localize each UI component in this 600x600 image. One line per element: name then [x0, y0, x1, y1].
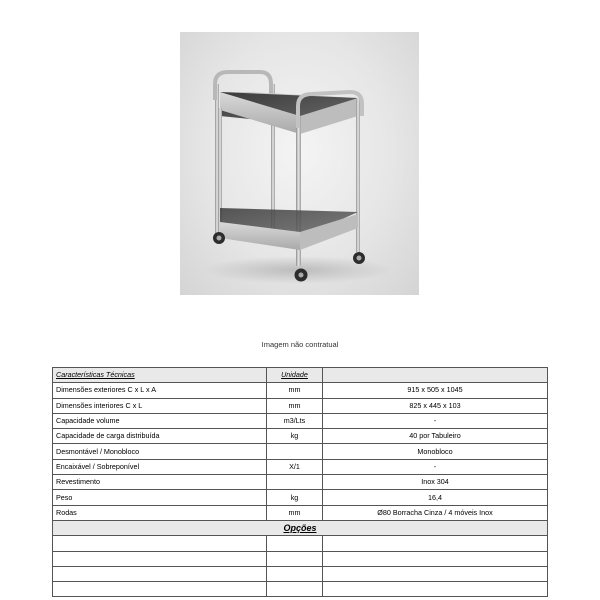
image-caption: Imagem não contratual — [261, 340, 339, 349]
options-blank-row — [53, 566, 548, 581]
row-value: 40 por Tabuleiro — [323, 429, 548, 444]
row-value: Monobloco — [323, 444, 548, 459]
value-header — [323, 368, 548, 383]
blank-cell — [323, 582, 548, 597]
blank-cell — [53, 566, 267, 581]
row-label: Dimensões interiores C x L — [53, 398, 267, 413]
row-label: Desmontável / Monobloco — [53, 444, 267, 459]
table-row — [53, 383, 548, 398]
row-unit — [267, 444, 323, 459]
trolley-illustration — [180, 32, 419, 295]
table-row — [53, 505, 548, 520]
row-label: Peso — [53, 490, 267, 505]
blank-cell — [53, 551, 267, 566]
row-value: - — [323, 459, 548, 474]
options-title: Opções — [53, 520, 548, 535]
row-label: Capacidade de carga distribuída — [53, 429, 267, 444]
row-unit: kg — [267, 490, 323, 505]
table-header-row — [53, 368, 548, 383]
table-row — [53, 413, 548, 428]
blank-cell — [323, 536, 548, 551]
blank-cell — [323, 551, 548, 566]
row-unit: X/1 — [267, 459, 323, 474]
row-value: - — [323, 413, 548, 428]
row-unit: kg — [267, 429, 323, 444]
product-photo — [180, 32, 419, 295]
blank-cell — [323, 566, 548, 581]
row-value: 16,4 — [323, 490, 548, 505]
options-blank-row — [53, 536, 548, 551]
options-section-row — [53, 520, 548, 535]
row-label: Rodas — [53, 505, 267, 520]
options-blank-row — [53, 551, 548, 566]
row-value: 825 x 445 x 103 — [323, 398, 548, 413]
table-row — [53, 475, 548, 490]
table-row — [53, 444, 548, 459]
row-value: Inox 304 — [323, 475, 548, 490]
row-label: Dimensões exteriores C x L x A — [53, 383, 267, 398]
row-value: 915 x 505 x 1045 — [323, 383, 548, 398]
table-row — [53, 429, 548, 444]
row-label: Capacidade volume — [53, 413, 267, 428]
blank-cell — [267, 582, 323, 597]
blank-cell — [267, 536, 323, 551]
specs-table — [52, 367, 548, 597]
row-unit — [267, 475, 323, 490]
options-blank-row — [53, 582, 548, 597]
row-value: Ø80 Borracha Cinza / 4 móveis Inox — [323, 505, 548, 520]
blank-cell — [267, 551, 323, 566]
row-label: Revestimento — [53, 475, 267, 490]
table-row — [53, 398, 548, 413]
table-row — [53, 459, 548, 474]
unit-header: Unidade — [267, 368, 323, 383]
blank-cell — [267, 566, 323, 581]
characteristics-header: Características Técnicas — [53, 368, 267, 383]
blank-cell — [53, 582, 267, 597]
table-row — [53, 490, 548, 505]
row-unit: mm — [267, 398, 323, 413]
blank-cell — [53, 536, 267, 551]
row-label: Encaixável / Sobreponível — [53, 459, 267, 474]
row-unit: m3/Lts — [267, 413, 323, 428]
row-unit: mm — [267, 383, 323, 398]
row-unit: mm — [267, 505, 323, 520]
